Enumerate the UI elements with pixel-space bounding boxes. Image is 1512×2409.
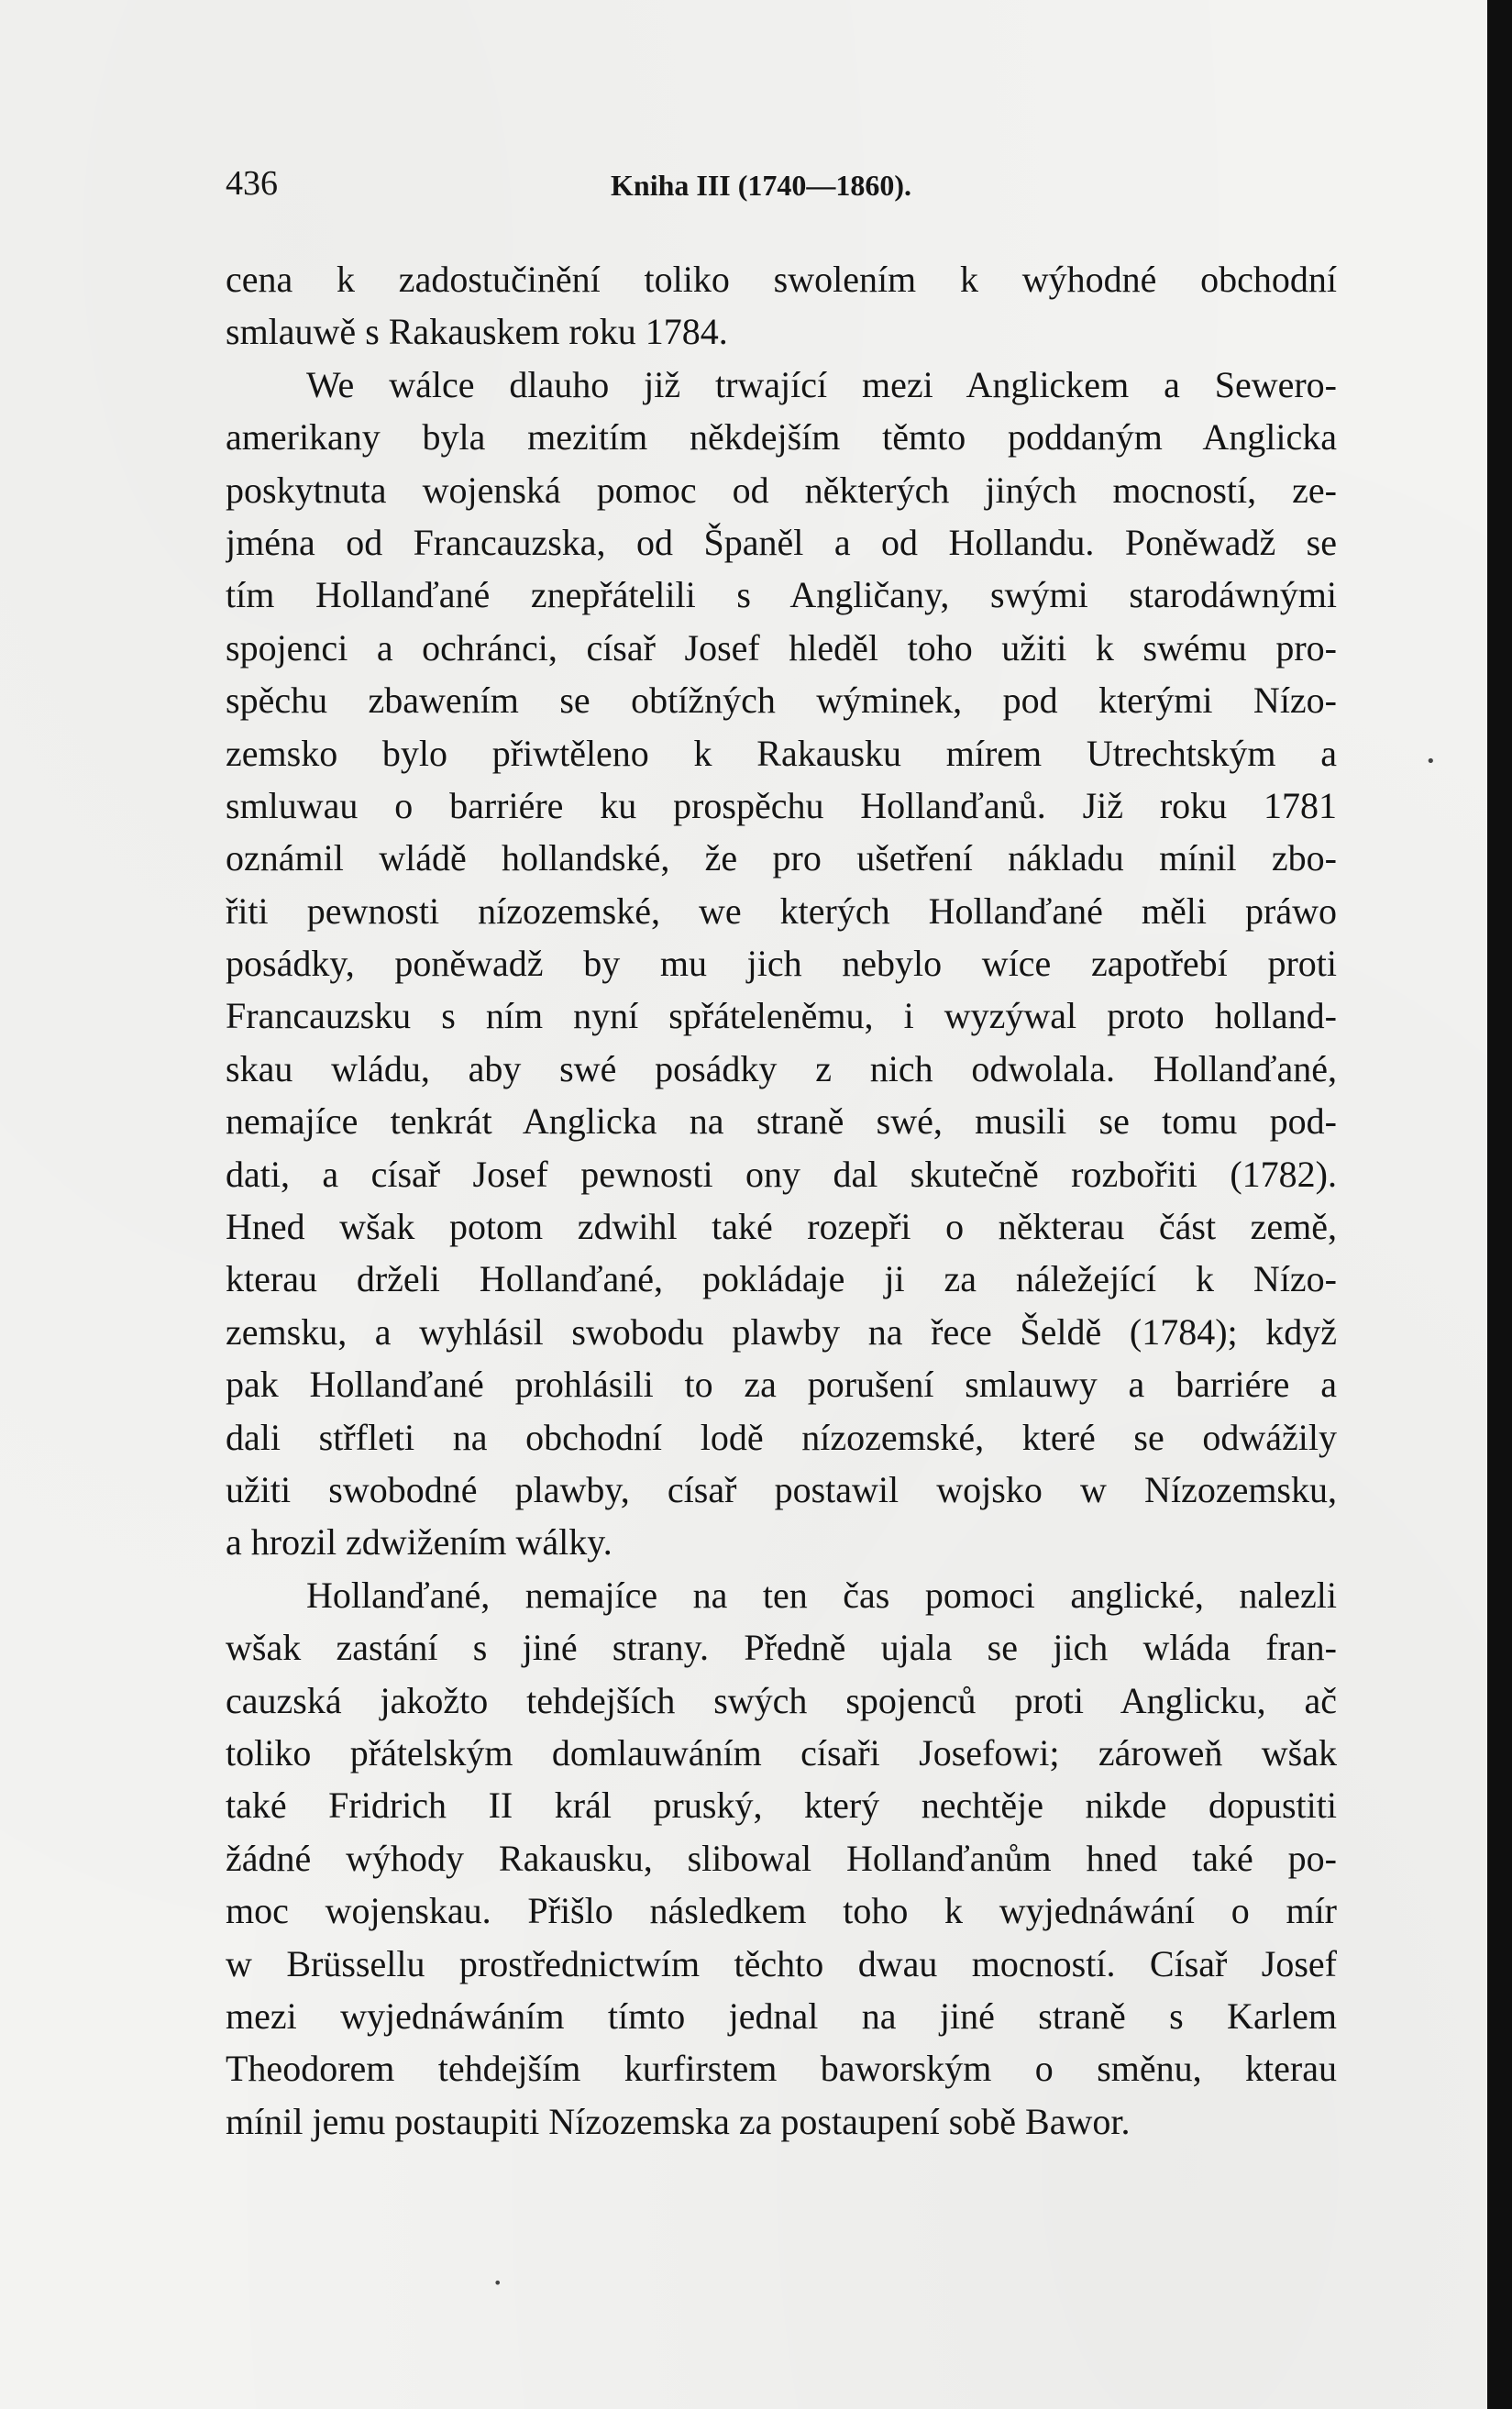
body-text bbox=[226, 253, 1337, 2148]
text-line: zemsko bylo přiwtěleno k Rakausku mírem Utrechtským a bbox=[226, 732, 1337, 774]
text-line: nemajíce tenkrát Anglicka na straně swé, musili se tomu pod- bbox=[226, 1100, 1337, 1143]
text-line: Hned wšak potom zdwihl také rozepři o některau část země, bbox=[226, 1206, 1337, 1248]
paragraph bbox=[226, 1569, 1337, 2148]
text-line: We wálce dlauho již trwající mezi Anglickem a Sewero- bbox=[306, 363, 1337, 405]
scan-speck: • bbox=[493, 2274, 502, 2292]
text-line: spěchu zbawením se obtížných wýminek, pod kterými Nízo- bbox=[226, 680, 1337, 722]
text-line: mínil jemu postaupiti Nízozemska za postaupení sobě Bawor. bbox=[226, 2100, 1131, 2142]
page-number: 436 bbox=[226, 164, 278, 203]
text-line: poskytnuta wojenská pomoc od některých jiných mocností, ze- bbox=[226, 469, 1337, 511]
text-line: dali střfleti na obchodní lodě nízozemské, které se odwážily bbox=[226, 1416, 1337, 1458]
text-line: Hollanďané, nemajíce na ten čas pomoci anglické, nalezli bbox=[306, 1574, 1337, 1616]
text-line: skau wládu, aby swé posádky z nich odwolala. Hollanďané, bbox=[226, 1047, 1337, 1089]
text-line: užiti swobodné plawby, císař postawil wojsko w Nízozemsku, bbox=[226, 1468, 1337, 1510]
text-line: cena k zadostučinění toliko swolením k wýhodné obchodní bbox=[226, 259, 1337, 300]
paragraph bbox=[226, 359, 1337, 1569]
text-line: cauzská jakožto tehdejších swých spojenců proti Anglicku, ač bbox=[226, 1679, 1337, 1721]
text-line: Francauzsku s ním nyní spřáteleněmu, i wyzýwal proto holland- bbox=[226, 995, 1337, 1037]
text-line: posádky, poněwadž by mu jich nebylo wíce zapotřebí proti bbox=[226, 943, 1337, 985]
text-line: smlauwě s Rakauskem roku 1784. bbox=[226, 311, 728, 353]
text-line: spojenci a ochránci, císař Josef hleděl toho užiti k swému pro- bbox=[226, 626, 1337, 669]
text-line: wšak zastání s jiné strany. Předně ujala se jich wláda fran- bbox=[226, 1627, 1337, 1669]
text-line: toliko přátelským domlauwáním císaři Josefowi; zároweň wšak bbox=[226, 1731, 1337, 1774]
text-line: řiti pewnosti nízozemské, we kterých Hollanďané měli práwo bbox=[226, 890, 1337, 932]
text-line: tím Hollanďané znepřátelili s Angličany, swými starodáwnými bbox=[226, 574, 1337, 616]
scan-speck: • bbox=[1426, 752, 1436, 771]
paragraph bbox=[226, 253, 1337, 359]
text-line: oznámil wládě hollandské, že pro ušetření nákladu mínil zbo- bbox=[226, 837, 1337, 879]
text-line: a hrozil zdwižením wálky. bbox=[226, 1521, 613, 1564]
text-line: pak Hollanďané prohlásili to za porušení smlauwy a barriére a bbox=[226, 1364, 1337, 1406]
text-line: také Fridrich II král pruský, který nechtěje nikde dopustiti bbox=[226, 1785, 1337, 1827]
text-line: moc wojenskau. Přišlo následkem toho k wyjednáwání o mír bbox=[226, 1890, 1337, 1932]
text-line: Theodorem tehdejším kurfirstem baworským o směnu, kterau bbox=[226, 2048, 1337, 2090]
text-line: kterau drželi Hollanďané, pokládaje ji za náležející k Nízo- bbox=[226, 1258, 1337, 1300]
text-line: žádné wýhody Rakausku, slibowal Hollanďanům hned také po- bbox=[226, 1837, 1337, 1879]
text-line: amerikany byla mezitím někdejším těmto poddaným Anglicka bbox=[226, 416, 1337, 459]
page-header bbox=[226, 163, 1337, 218]
text-line: mezi wyjednáwáním tímto jednal na jiné straně s Karlem bbox=[226, 1995, 1337, 2037]
text-line: zemsku, a wyhlásil swobodu plawby na řece Šeldě (1784); když bbox=[226, 1310, 1337, 1353]
text-line: dati, a císař Josef pewnosti ony dal skutečně rozbořiti (1782). bbox=[226, 1153, 1337, 1195]
text-line: smluwau o barriére ku prospěchu Hollanďanů. Již roku 1781 bbox=[226, 784, 1337, 826]
text-line: jména od Francauzska, od Španěl a od Hollandu. Poněwadž se bbox=[226, 521, 1337, 563]
text-line: w Brüssellu prostřednictwím těchto dwau mocností. Císař Josef bbox=[226, 1942, 1337, 1984]
running-title: Kniha III (1740—1860). bbox=[611, 169, 912, 202]
scan-edge bbox=[1487, 0, 1512, 2409]
